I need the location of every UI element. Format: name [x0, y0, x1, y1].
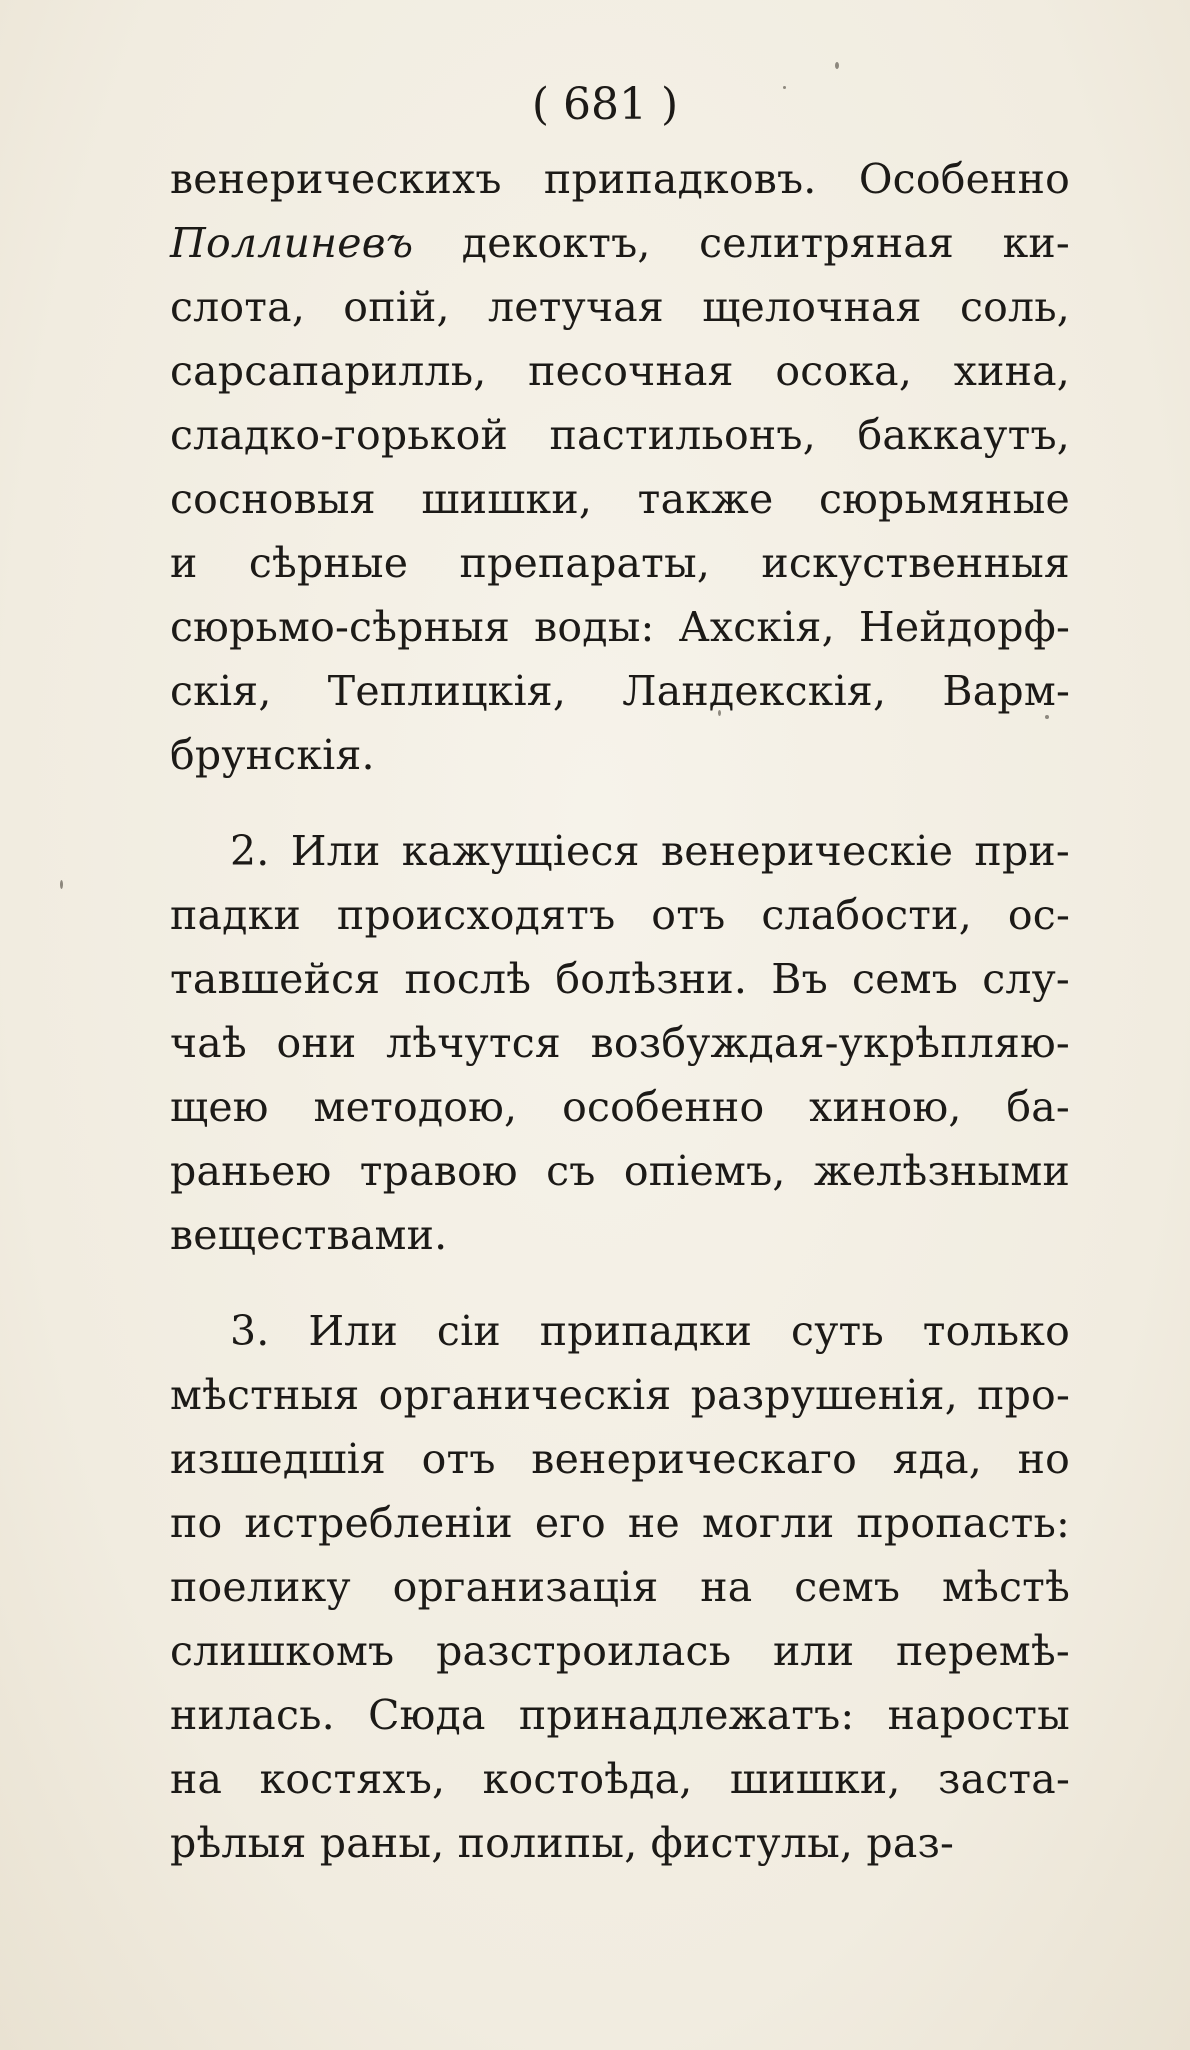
- text-run: раньею травою съ опіемъ, желѣзными: [170, 1147, 1070, 1195]
- text-run: и сѣрные препараты, искуственныя: [170, 539, 1070, 587]
- text-run: сюрьмо-сѣрныя воды: Ахскія, Нейдорф-: [170, 603, 1070, 651]
- text-run: сарсапарилль, песочная осока, хина,: [170, 347, 1070, 395]
- text-run: слишкомъ разстроилась или перемѣ-: [170, 1627, 1070, 1675]
- text-run: 2. Или кажущіеся венерическіе при-: [230, 827, 1070, 875]
- text-line: [170, 723, 1070, 787]
- text-line: [170, 1363, 1070, 1427]
- paragraph-gap: [170, 1267, 1070, 1299]
- text-run: сосновыя шишки, также сюрьмяные: [170, 475, 1070, 523]
- text-line: [170, 1203, 1070, 1267]
- text-line: [170, 1139, 1070, 1203]
- text-run: по истребленіи его не могли пропасть:: [170, 1499, 1070, 1547]
- paragraph-3: [170, 1299, 1070, 1875]
- text-line: [170, 947, 1070, 1011]
- text-line: [170, 595, 1070, 659]
- text-run: скія, Теплицкія, Ландекскія, Варм-: [170, 667, 1070, 715]
- text-run: декоктъ, селитряная ки-: [413, 219, 1070, 267]
- text-line: [170, 1427, 1070, 1491]
- text-line: [170, 1683, 1070, 1747]
- text-run: чаѣ они лѣчутся возбуждая-укрѣпляю-: [170, 1019, 1070, 1067]
- text-line: [170, 1011, 1070, 1075]
- text-run: падки происходятъ отъ слабости, ос-: [170, 891, 1070, 939]
- paragraph-2: [170, 819, 1070, 1267]
- text-run: 3. Или сіи припадки суть только: [230, 1307, 1070, 1355]
- text-line: [170, 275, 1070, 339]
- text-line: [170, 1747, 1070, 1811]
- page-number: ( 681 ): [531, 79, 679, 130]
- text-run: венерическихъ припадковъ. Особенно: [170, 155, 1070, 203]
- text-line: [170, 403, 1070, 467]
- text-run: слота, опій, летучая щелочная соль,: [170, 283, 1070, 331]
- text-run: поелику организація на семъ мѣстѣ: [170, 1563, 1070, 1611]
- text-run: веществами.: [170, 1211, 448, 1259]
- text-line: [170, 1555, 1070, 1619]
- text-line: [170, 819, 1070, 883]
- italic-name: Поллиневъ: [170, 219, 414, 267]
- text-line: [170, 1075, 1070, 1139]
- page-text: [170, 75, 1070, 1875]
- text-line: [170, 1811, 1070, 1875]
- text-line: [170, 1299, 1070, 1363]
- body-text: [170, 147, 1070, 1875]
- text-line: [170, 1619, 1070, 1683]
- ink-speck: [835, 62, 839, 69]
- text-run: щею методою, особенно хиною, ба-: [170, 1083, 1070, 1131]
- text-line: [170, 883, 1070, 947]
- text-line: [170, 339, 1070, 403]
- paragraph-1: [170, 147, 1070, 787]
- text-run: тавшейся послѣ болѣзни. Въ семъ слу-: [170, 955, 1070, 1003]
- text-line: [170, 531, 1070, 595]
- text-line: [170, 467, 1070, 531]
- text-run: брунскія.: [170, 731, 375, 779]
- text-run: на костяхъ, костоѣда, шишки, заста-: [170, 1755, 1070, 1803]
- text-line: [170, 211, 1070, 275]
- text-run: изшедшія отъ венерическаго яда, но: [170, 1435, 1070, 1483]
- text-run: нилась. Сюда принадлежатъ: наросты: [170, 1691, 1070, 1739]
- ink-speck: [60, 880, 63, 889]
- text-line: [170, 147, 1070, 211]
- text-line: [170, 659, 1070, 723]
- text-line: [170, 1491, 1070, 1555]
- text-run: рѣлыя раны, полипы, фистулы, раз-: [170, 1819, 955, 1867]
- paragraph-gap: [170, 787, 1070, 819]
- text-run: мѣстныя органическія разрушенія, про-: [170, 1371, 1070, 1419]
- text-run: сладко-горькой пастильонъ, баккаутъ,: [170, 411, 1070, 459]
